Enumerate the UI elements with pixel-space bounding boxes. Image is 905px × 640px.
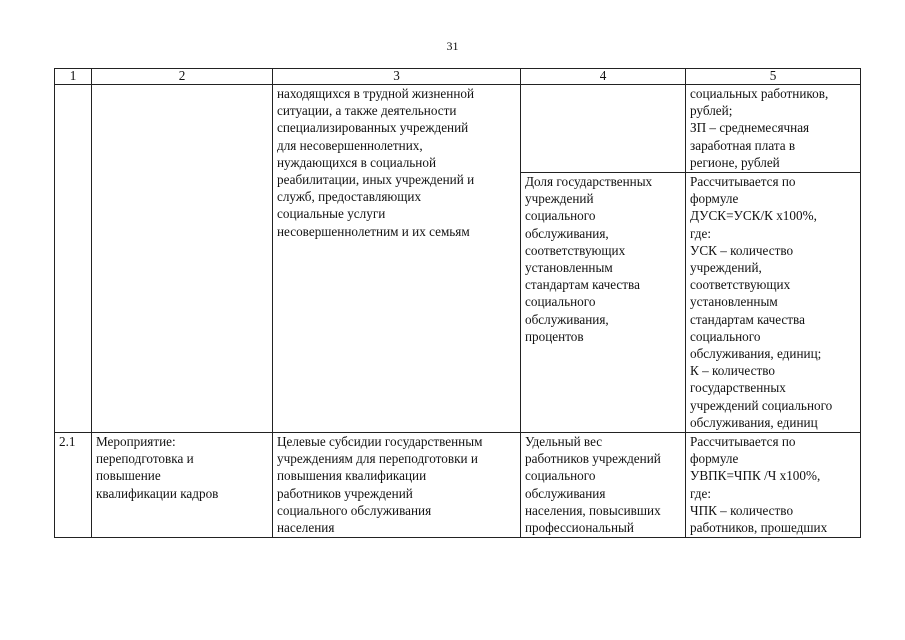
row-2-1-indicator: Удельный вес работников учреждений социального обслуживания населения, повысивших профессиональный: [520, 432, 686, 538]
header-col-4: 4: [520, 68, 686, 85]
header-col-5: 5: [685, 68, 861, 85]
row-2-1-formula: Рассчитывается по формуле УВПК=ЧПК /Ч х100%, где: ЧПК – количество работников, прошедших: [685, 432, 861, 538]
continuation-formula-top: социальных работников, рублей; ЗП – среднемесячная заработная плата в регионе, рублей: [685, 84, 861, 173]
row-2-1-description: Целевые субсидии государственным учреждениям для переподготовки и повышения квалификации работников учреждений социального обслуживания населения: [272, 432, 521, 538]
row-2-1-measure: Мероприятие: переподготовка и повышение квалификации кадров: [91, 432, 273, 538]
header-col-3: 3: [272, 68, 521, 85]
row-2-1-number: 2.1: [54, 432, 92, 538]
continuation-description: находящихся в трудной жизненной ситуации, а также деятельности специализированных учреждений для несовершеннолетних, нуждающихся в социальной реабилитации, иных учреждений и служб, предоставляющих социальные услуги несовершеннолетним и их семьям: [272, 84, 521, 433]
indicator-share-standards: Доля государственных учреждений социального обслуживания, соответствующих установленным стандартам качества социального обслуживания, процентов: [520, 172, 686, 433]
continuation-col-4-top: [520, 84, 686, 173]
header-col-1: 1: [54, 68, 92, 85]
indicator-table: [54, 68, 861, 538]
continuation-col-2: [91, 84, 273, 433]
header-col-2: 2: [91, 68, 273, 85]
formula-dusk: Рассчитывается по формуле ДУСК=УСК/К х100%, где: УСК – количество учреждений, соответствующих установленным стандартам качества социального обслуживания, единиц; К – количество государственных учреждений социального обслуживания, единиц: [685, 172, 861, 433]
continuation-col-1: [54, 84, 92, 433]
page-number: 31: [446, 39, 459, 53]
